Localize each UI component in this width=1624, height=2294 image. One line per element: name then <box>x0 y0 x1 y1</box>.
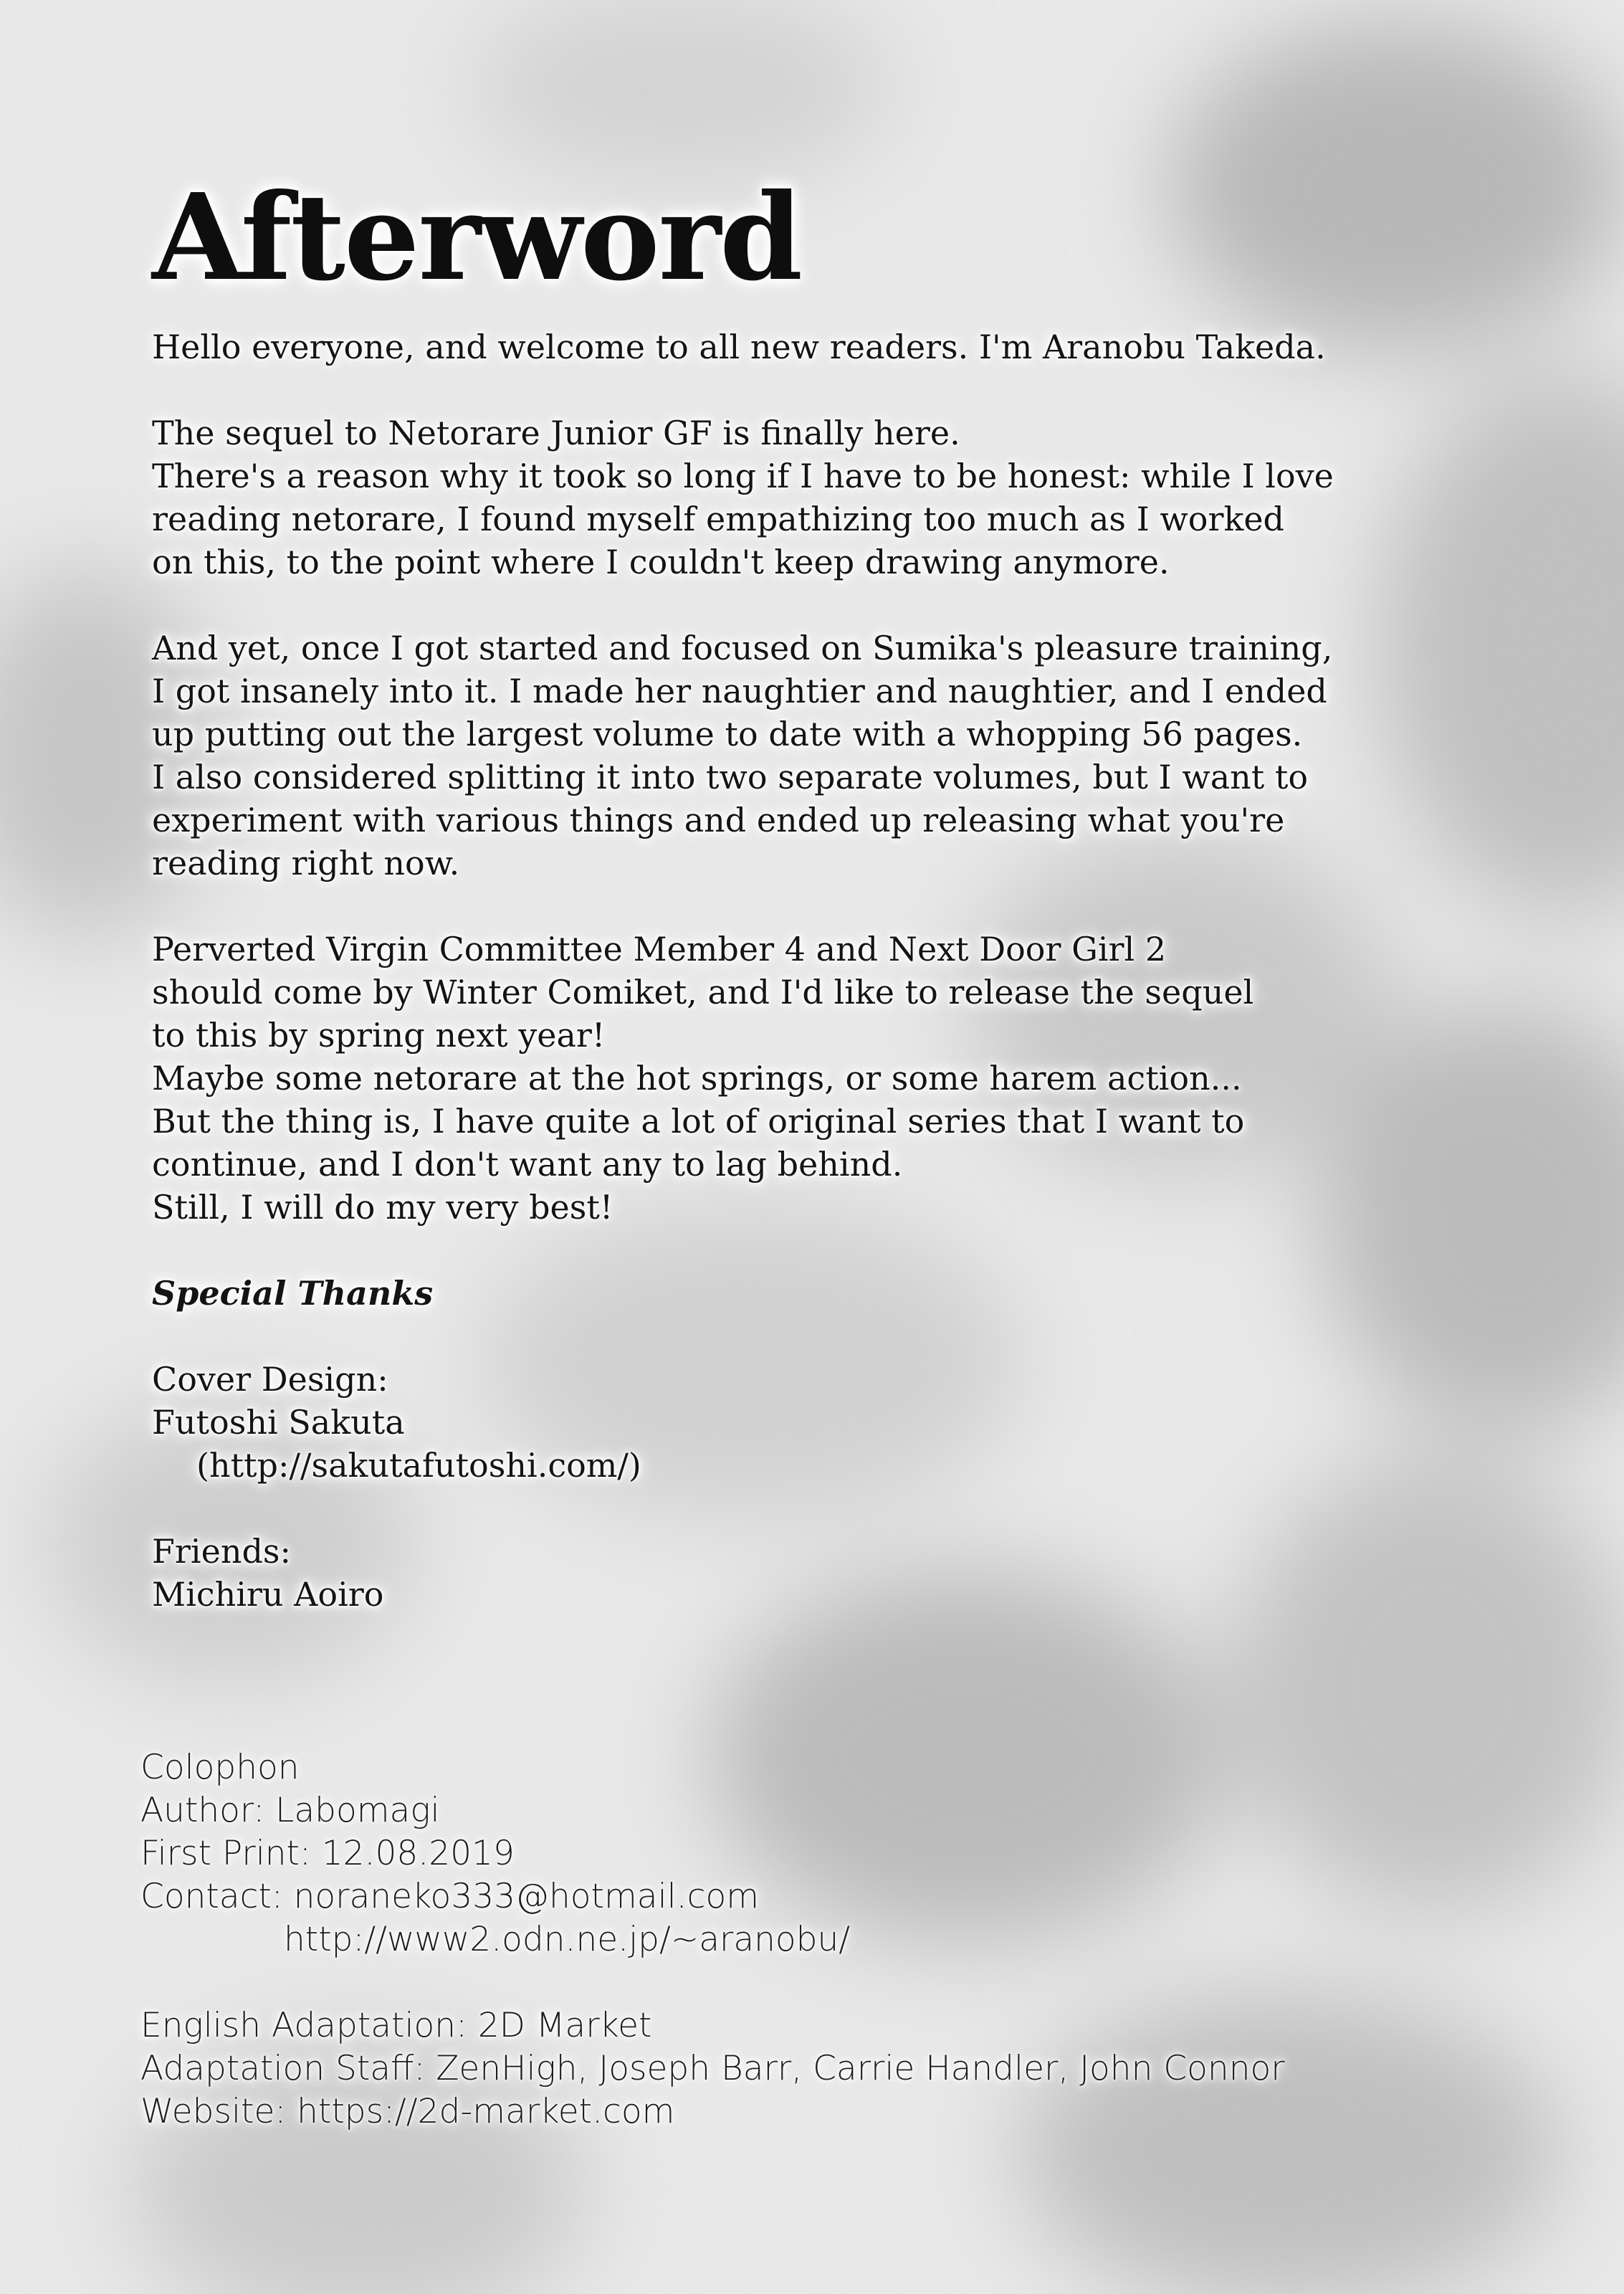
colophon-contact: Contact: noraneko333@hotmail.com <box>140 1877 760 1916</box>
paragraph-greeting <box>152 325 1413 368</box>
text-line: continue, and I don't want any to lag behind. <box>152 1145 903 1184</box>
friends-name: Michiru Aoiro <box>152 1575 384 1614</box>
text-line: There's a reason why it took so long if I have to be honest: while I love <box>152 457 1334 495</box>
text-line: The sequel to Netorare Junior GF is finally here. <box>152 414 960 452</box>
colophon-publishing-info <box>140 1746 1430 1961</box>
afterword-body <box>152 325 1413 1616</box>
text-line: experiment with various things and ended up releasing what you're <box>152 801 1285 839</box>
cover-designer-name: Futoshi Sakuta <box>152 1403 405 1442</box>
text-line: But the thing is, I have quite a lot of original series that I want to <box>152 1102 1245 1141</box>
special-thanks-heading-block <box>152 1272 1413 1315</box>
paragraph-sequel <box>152 411 1413 584</box>
text-line: Hello everyone, and welcome to all new readers. I'm Aranobu Takeda. <box>152 328 1326 366</box>
text-line: And yet, once I got started and focused on Sumika's pleasure training, <box>152 629 1333 667</box>
colophon-contact-url: http://www2.odn.ne.jp/~aranobu/ <box>284 1920 851 1959</box>
text-line: Maybe some netorare at the hot springs, or some harem action... <box>152 1059 1242 1098</box>
cover-design-credit <box>152 1358 1413 1487</box>
paragraph-future <box>152 928 1413 1229</box>
text-line: on this, to the point where I couldn't keep drawing anymore. <box>152 543 1170 581</box>
text-line: reading right now. <box>152 844 460 882</box>
colophon-heading: Colophon <box>140 1748 300 1787</box>
text-line: I also considered splitting it into two separate volumes, but I want to <box>152 758 1309 796</box>
text-line: Still, I will do my very best! <box>152 1188 613 1227</box>
colophon-website: Website: https://2d-market.com <box>140 2092 675 2131</box>
friends-label: Friends: <box>152 1532 292 1571</box>
colophon-english-adaptation: English Adaptation: 2D Market <box>140 2006 652 2045</box>
text-line: reading netorare, I found myself empathizing too much as I worked <box>152 500 1284 538</box>
paragraph-training <box>152 627 1413 885</box>
colophon <box>140 1746 1430 2133</box>
text-line: up putting out the largest volume to date with a whopping 56 pages. <box>152 715 1303 753</box>
colophon-author: Author: Labomagi <box>140 1791 440 1830</box>
friends-credit <box>152 1530 1413 1616</box>
text-line: to this by spring next year! <box>152 1016 606 1055</box>
page-title: Afterword <box>152 168 802 308</box>
special-thanks-heading: Special Thanks <box>152 1274 434 1313</box>
colophon-adaptation-info <box>140 2004 1430 2133</box>
cover-design-label: Cover Design: <box>152 1360 388 1399</box>
text-line: I got insanely into it. I made her naughtier and naughtier, and I ended <box>152 672 1327 710</box>
cover-designer-url: (http://sakutafutoshi.com/) <box>196 1446 641 1485</box>
colophon-first-print: First Print: 12.08.2019 <box>140 1834 515 1873</box>
text-line: Perverted Virgin Committee Member 4 and Next Door Girl 2 <box>152 930 1167 968</box>
text-line: should come by Winter Comiket, and I'd like to release the sequel <box>152 973 1254 1012</box>
colophon-adaptation-staff: Adaptation Staff: ZenHigh, Joseph Barr, Carrie Handler, John Connor <box>140 2049 1285 2088</box>
